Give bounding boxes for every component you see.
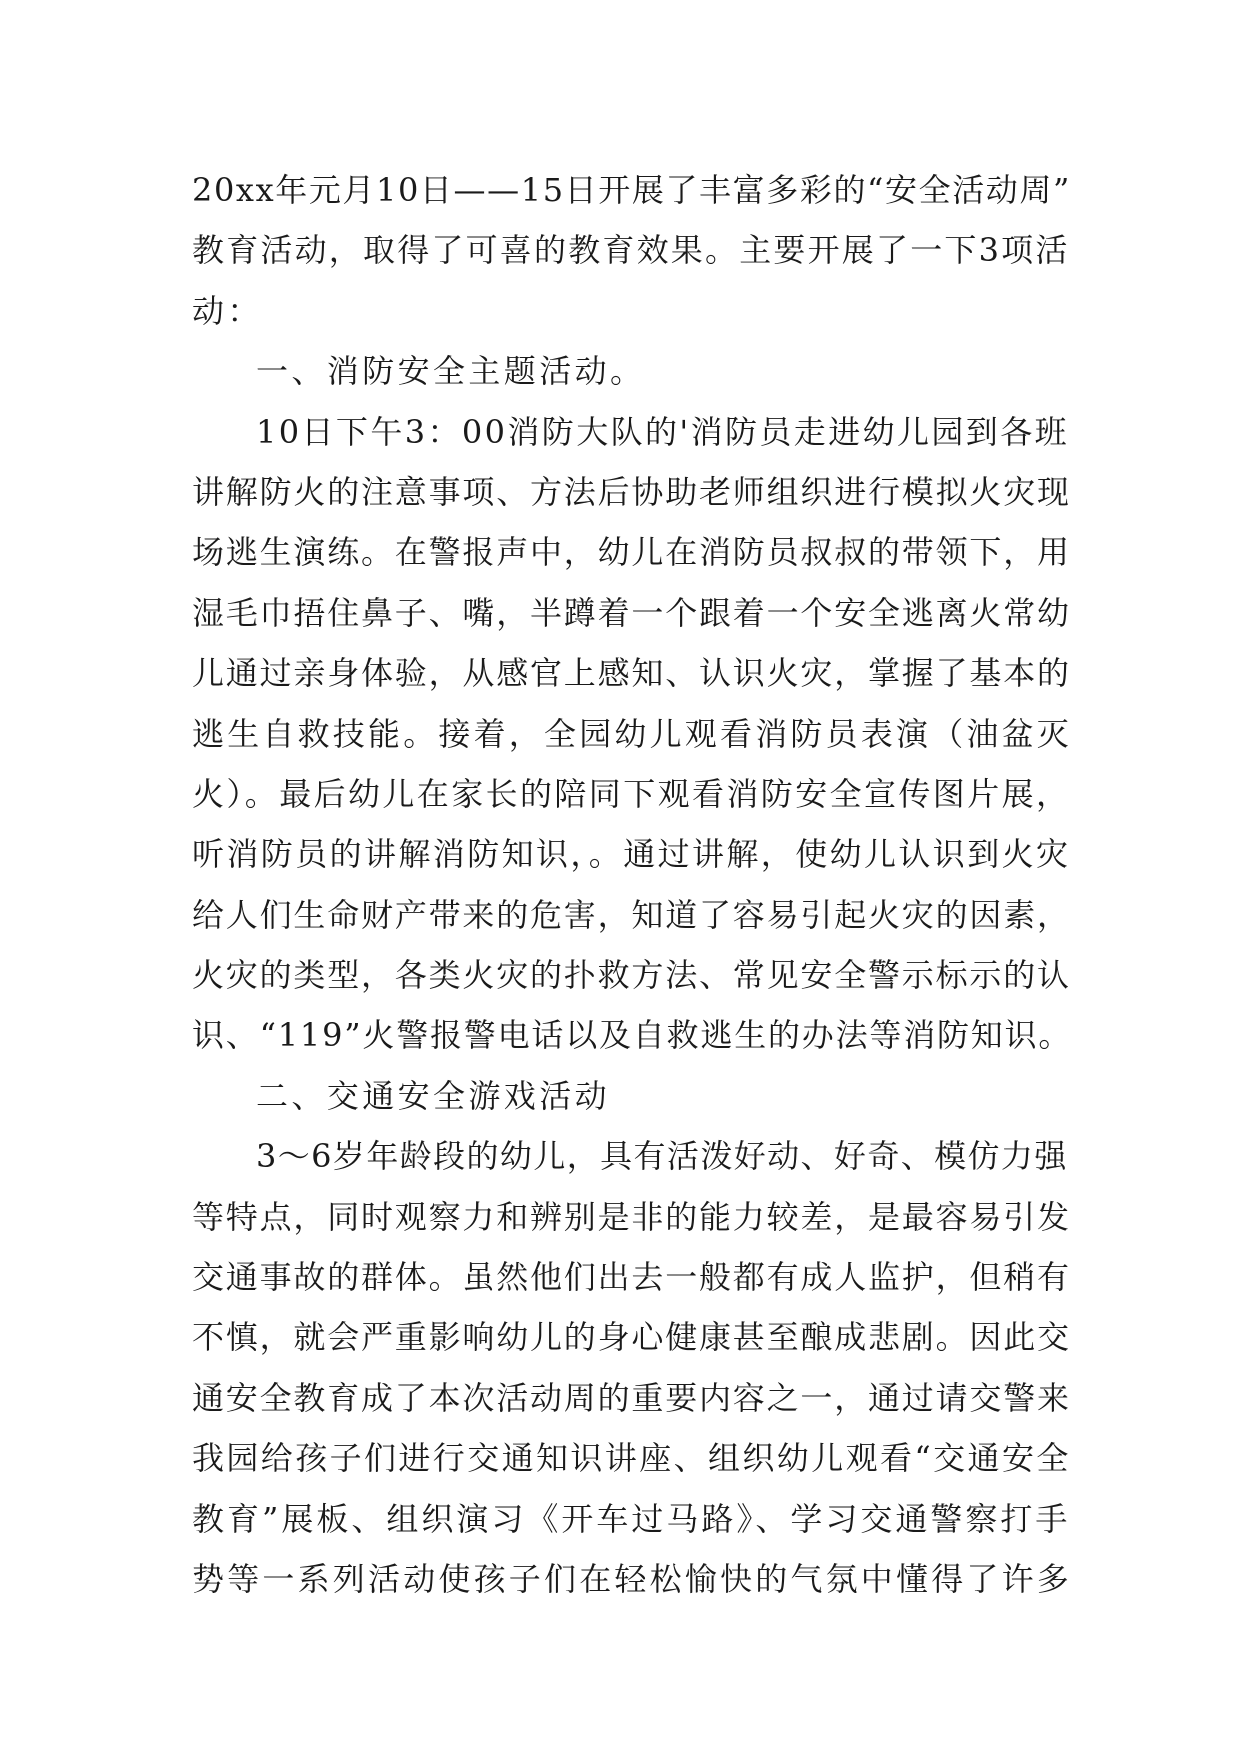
text-line: 不慎，就会严重影响幼儿的身心健康甚至酿成悲剧。因此交 — [192, 1318, 1071, 1357]
text-line: 湿毛巾捂住鼻子、嘴，半蹲着一个跟着一个安全逃离火常幼 — [192, 593, 1071, 632]
text-line: 火）。最后幼儿在家长的陪同下观看消防安全宣传图片展， — [192, 774, 1071, 813]
text-line: 逃生自救技能。接着，全园幼儿观看消防员表演（油盆灭 — [192, 714, 1073, 753]
text-line: 3～6岁年龄段的幼儿，具有活泼好动、好奇、模仿力强 — [256, 1137, 1068, 1176]
text-line: 动： — [192, 291, 263, 330]
section-heading: 一、消防安全主题活动。 — [256, 352, 646, 391]
text-line: 我园给孩子们进行交通知识讲座、组织幼儿观看“交通安全 — [192, 1439, 1071, 1478]
text-line: 交通事故的群体。虽然他们出去一般都有成人监护，但稍有 — [192, 1258, 1071, 1297]
text-line: 教育”展板、组织演习《开车过马路》、学习交通警察打手 — [192, 1499, 1071, 1538]
text-line: 识、“119”火警报警电话以及自救逃生的办法等消防知识。 — [192, 1016, 1073, 1055]
text-line: 给人们生命财产带来的危害，知道了容易引起火灾的因素， — [192, 895, 1071, 934]
text-line: 儿通过亲身体验，从感官上感知、认识火灾，掌握了基本的 — [192, 654, 1071, 693]
text-line: 教育活动，取得了可喜的教育效果。主要开展了一下3项活 — [192, 231, 1070, 270]
text-line: 20xx年元月10日——15日开展了丰富多彩的“安全活动周” — [192, 171, 1071, 209]
text-line: 通安全教育成了本次活动周的重要内容之一，通过请交警来 — [192, 1378, 1071, 1417]
text-line: 10日下午3：00消防大队的'消防员走进幼儿园到各班 — [256, 412, 1069, 451]
body-text — [192, 160, 1072, 1609]
text-line: 势等一系列活动使孩子们在轻松愉快的气氛中懂得了许多 — [192, 1559, 1073, 1598]
text-line: 等特点，同时观察力和辨别是非的能力较差，是最容易引发 — [192, 1197, 1071, 1236]
text-line: 场逃生演练。在警报声中，幼儿在消防员叔叔的带领下，用 — [192, 533, 1071, 572]
text-line: 听消防员的讲解消防知识，。通过讲解，使幼儿认识到火灾 — [192, 835, 1071, 874]
text-line: 火灾的类型，各类火灾的扑救方法、常见安全警示标示的认 — [192, 956, 1071, 995]
text-line: 讲解防火的注意事项、方法后协助老师组织进行模拟火灾现 — [192, 472, 1071, 511]
section-heading: 二、交通安全游戏活动 — [256, 1076, 611, 1115]
